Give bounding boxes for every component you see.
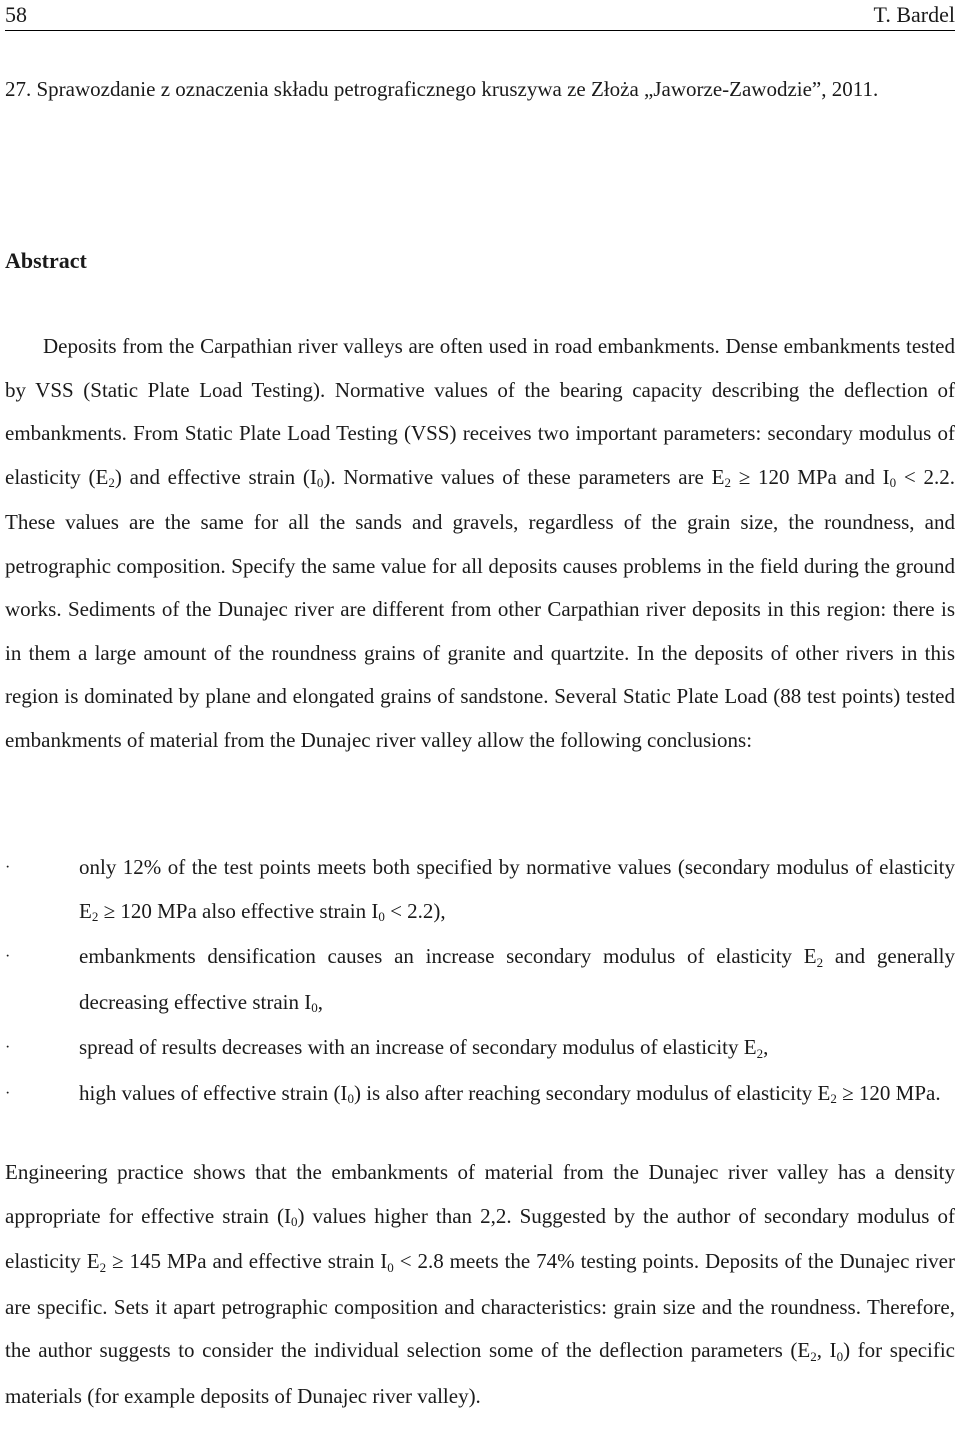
- bullet-marker: ·: [5, 1039, 11, 1056]
- running-author: T. Bardel: [873, 2, 955, 27]
- reference-entry: 27. Sprawozdanie z oznaczenia składu petrograficznego kruszywa ze Złoża „Jaworze-Zawodzie”, 2011.: [5, 77, 879, 101]
- abstract-paragraph-1: Deposits from the Carpathian river valleys are often used in road embankments. Dense embankments tested by VSS (Static Plate Load Testing). Normative values of the bearing capacity describing the deflection of embankments. From Static Plate Load Testing (VSS) receives two important parameters: secondary modulus of elasticity $(E_2)$ and effective strain $(I_0)$. Normative values of these parameters are $E_2 \ge 120$ MPa and $I_0 < 2.2$. These values are the same for all the sands and gravels, regardless of the grain size, the roundness, and petrographic composition. Specify the same value for all deposits causes problems in the field during the ground works. Sediments of the Dunajec river are different from other Carpathian river deposits in this region: there is in them a large amount of the roundness grains of granite and quartzite. In the deposits of other rivers in this region is dominated by plane and elongated grains of sandstone. Several Static Plate Load (88 test points) tested embankments of material from the Dunajec river valley allow the following conclusions:: [5, 334, 956, 752]
- page-header: [5, 0, 955, 31]
- conclusions-list: [5, 846, 955, 1117]
- bullet-marker: ·: [5, 859, 11, 876]
- bullet-marker: ·: [5, 948, 11, 965]
- list-item: · high values of effective strain $(I_0)$ is also after reaching secondary modulus of elasticity $E_2 \ge 120$ MPa.: [5, 1072, 955, 1118]
- list-item: · only 12% of the test points meets both specified by normative values (secondary modulus of elasticity $E_2 \ge 120$ MPa also effective strain $I_0 < 2.2$),: [5, 846, 955, 935]
- abstract-paragraph-2: Engineering practice shows that the embankments of material from the Dunajec river valley has a density appropriate for effective strain $(I_0)$ values higher than 2,2. Suggested by the author of secondary modulus of elasticity $E_2 \ge 145$ MPa and effective strain $I_0 < 2.8$ meets the 74% testing points. Deposits of the Dunajec river are specific. Sets it apart petrographic composition and characteristics: grain size and the roundness. Therefore, the author suggests to consider the individual selection some of the deflection parameters ($E_2$, $I_0$) for specific materials (for example deposits of Dunajec river valley).: [5, 1160, 955, 1408]
- abstract-heading: Abstract: [5, 248, 87, 273]
- bullet-marker: ·: [5, 1084, 11, 1102]
- page-number: 58: [5, 2, 27, 27]
- list-item: · embankments densification causes an increase secondary modulus of elasticity $E_2$ and generally decreasing effective strain $I_0$,: [5, 935, 955, 1026]
- list-item: · spread of results decreases with an increase of secondary modulus of elasticity $E_2$,: [5, 1026, 955, 1072]
